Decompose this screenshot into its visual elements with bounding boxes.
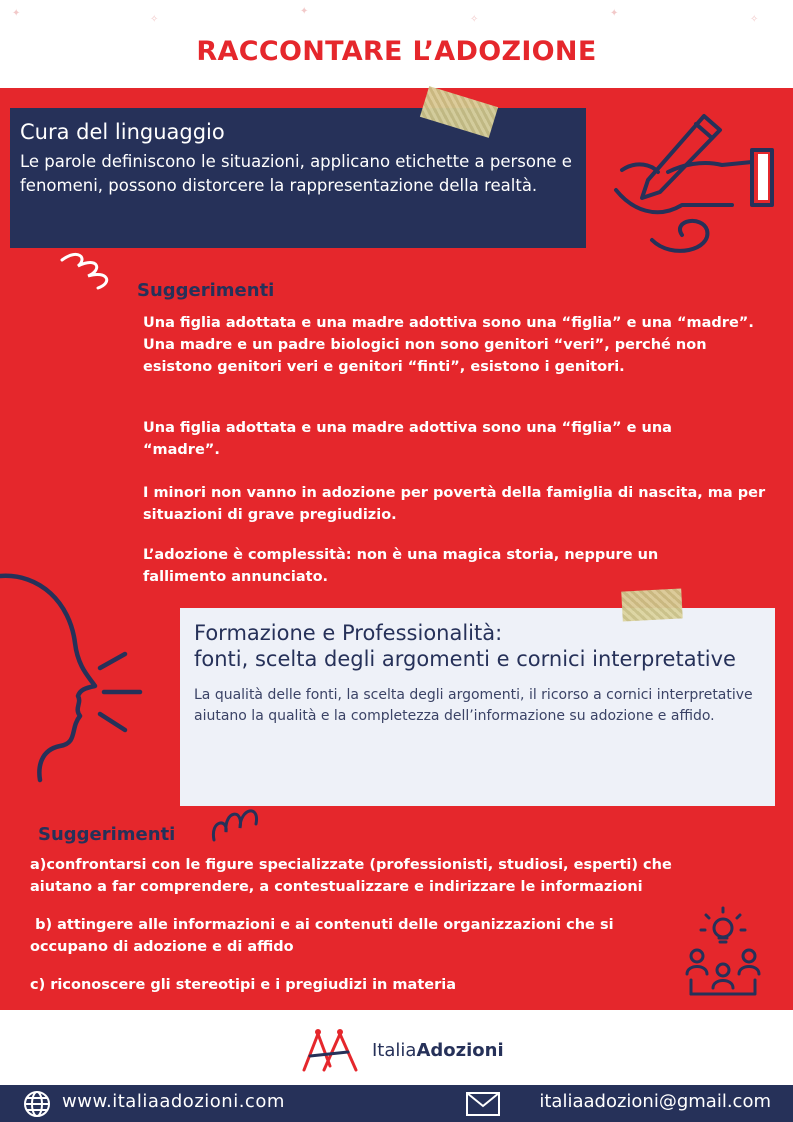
header (0, 0, 793, 88)
confetti-decoration: ✦ (300, 6, 309, 17)
email-link[interactable]: italiaadozioni@gmail.com (539, 1091, 771, 1112)
page-title: RACCONTARE L’ADOZIONE (196, 36, 597, 67)
squiggle-icon (210, 800, 270, 845)
logo-wordmark (372, 1040, 504, 1061)
confetti-decoration: ✧ (470, 14, 479, 25)
suggestion-item: b) attingere alle informazioni e ai contenuti delle organizzazioni che si occupano di adozione e di affido (30, 917, 619, 955)
tape-decoration (621, 588, 682, 621)
confetti-decoration: ✦ (610, 8, 619, 19)
title-line-2: fonti, scelta degli argomenti e cornici interpretative (194, 647, 736, 672)
confetti-decoration: ✦ (12, 8, 21, 19)
team-idea-icon (683, 908, 763, 1000)
hand-writing-icon (612, 110, 782, 280)
suggestions-heading-2: Suggerimenti (38, 824, 176, 845)
language-care-box (10, 108, 586, 248)
language-care-title: Cura del linguaggio (20, 120, 225, 144)
suggestion-paragraph: Una figlia adottata e una madre adottiva sono una “figlia” e una “madre”. (143, 420, 672, 458)
training-professionalism-box (180, 608, 775, 806)
suggestion-item: a)confrontarsi con le figure specializzate (professionisti, studiosi, esperti) che aiutano a far comprendere, a contestualizzare e indirizzare le informazioni (30, 857, 672, 895)
training-professionalism-text: La qualità delle fonti, la scelta degli argomenti, il ricorso a cornici interpretative aiutano la qualità e la completezza dell’informazione su adozione e affido. (194, 686, 753, 725)
confetti-decoration: ✧ (150, 14, 159, 25)
suggestion-item: c) riconoscere gli stereotipi e i pregiudizi in materia (30, 977, 456, 993)
envelope-icon (466, 1092, 500, 1116)
confetti-decoration: ✧ (750, 14, 759, 25)
suggestion-paragraph: L’adozione è complessità: non è una magica storia, neppure un fallimento annunciato. (143, 547, 659, 585)
suggestion-paragraph: I minori non vanno in adozione per povertà della famiglia di nascita, ma per situazioni di grave pregiudizio. (143, 485, 766, 523)
globe-icon (22, 1089, 52, 1119)
training-professionalism-title (194, 620, 761, 673)
logo-light-text: Italia (372, 1040, 417, 1061)
suggestions-heading-1: Suggerimenti (137, 280, 275, 301)
language-care-text: Le parole definiscono le situazioni, applicano etichette a persone e fenomeni, possono distorcere la rappresentazione della realtà. (20, 152, 572, 195)
squiggle-icon (58, 248, 118, 293)
website-link[interactable]: www.italiaadozioni.com (62, 1091, 285, 1112)
logo-bold-text: Adozioni (416, 1040, 504, 1061)
logo-icon (300, 1026, 366, 1074)
title-line-1: Formazione e Professionalità: (194, 621, 503, 645)
contact-bar (0, 1085, 793, 1122)
speaking-head-icon (0, 568, 150, 783)
suggestion-paragraph: Una figlia adottata e una madre adottiva sono una “figlia” e una “madre”. Una madre e un padre biologici non sono genitori “veri”, perché non esistono genitori veri e genitori “finti”, esistono i genitori. (143, 315, 754, 375)
